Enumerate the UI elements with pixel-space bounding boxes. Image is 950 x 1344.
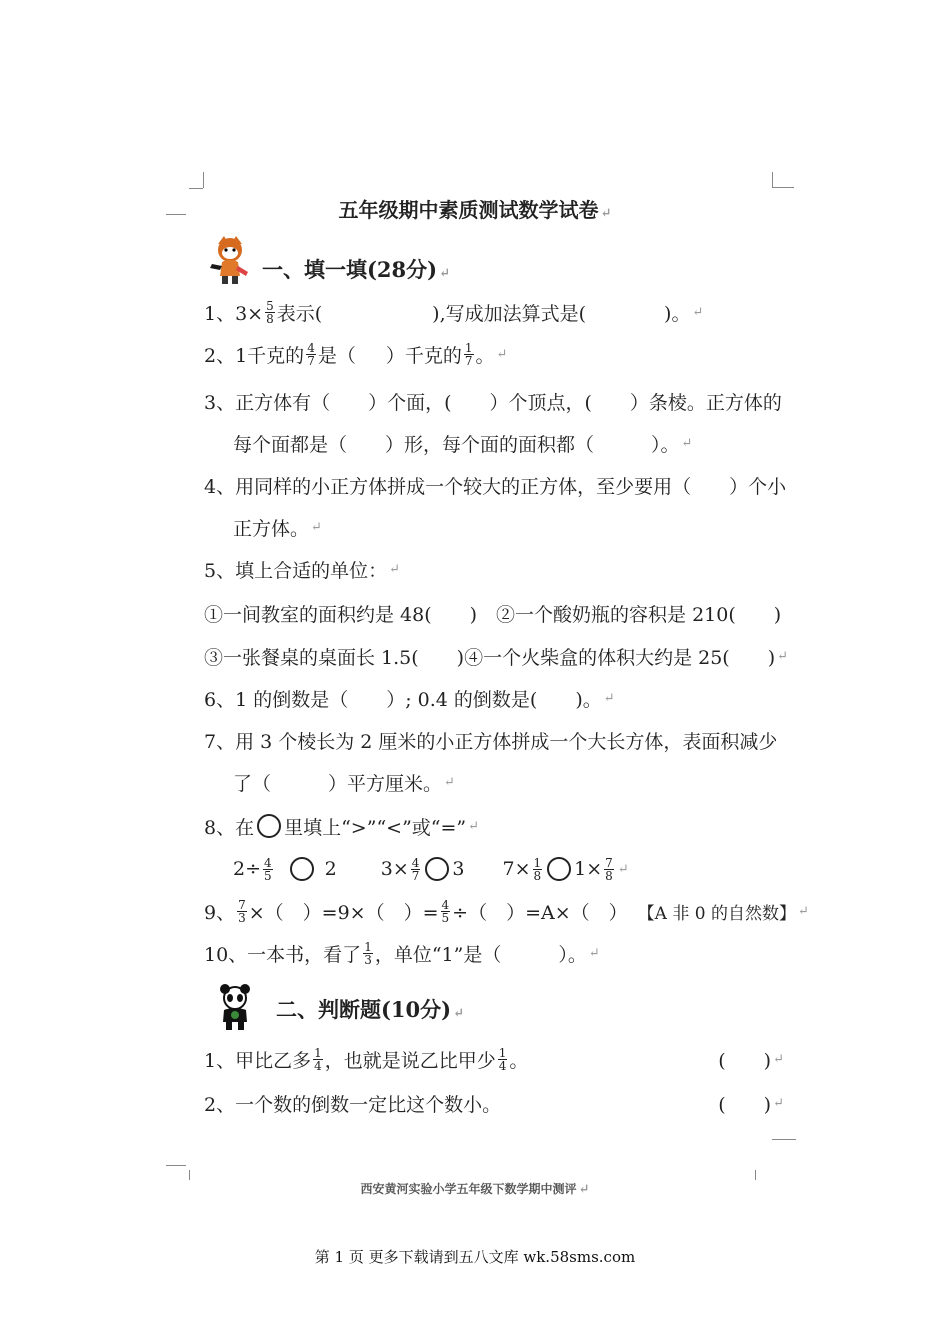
- judge-1: 1、甲比乙多 $\frac{1}{4}$ ，也就是说乙比甲少 $\frac{1}{4}$ 。 ( ) ↵: [204, 1045, 784, 1073]
- question-1: 1、3× $\frac{5}{8}$ 表示( ),写成加法算式是( )。 ↵: [204, 298, 704, 326]
- fraction: $\frac{1}{8}$: [533, 855, 542, 883]
- mascot-panda-icon: [212, 984, 258, 1034]
- corner-mark: [772, 187, 794, 188]
- question-10: 10、一本书，看了 $\frac{1}{3}$ ，单位“1”是（ ）。 ↵: [204, 939, 600, 967]
- compare-circle-icon[interactable]: [290, 857, 314, 881]
- question-2: 2、1千克的 $\frac{4}{7}$ 是（ ）千克的 $\frac{1}{7}$ 。 ↵: [204, 340, 508, 368]
- question-8-intro: 8、在 里填上“>”“<”或“=” ↵: [204, 810, 479, 842]
- question-7-line-1: 7、用 3 个棱长为 2 厘米的小正方体拼成一个大长方体，表面积减少: [204, 730, 778, 753]
- question-8-expressions: 2÷ $\frac{4}{5}$ 2 3× $\frac{4}{7}$ 3 7× $\frac{1}{8}$ 1× $\frac{7}{8}$ ↵: [233, 855, 629, 883]
- fraction: $\frac{1}{3}$: [364, 939, 372, 967]
- fraction: $\frac{5}{8}$: [266, 298, 274, 326]
- mascot-tiger-icon: [204, 234, 254, 286]
- question-4-line-2: 正方体。 ↵: [233, 517, 322, 540]
- fraction: $\frac{4}{5}$: [264, 855, 272, 883]
- corner-mark: [772, 1139, 796, 1140]
- question-3-line-2: 每个面都是（ ）形，每个面的面积都（ ）。 ↵: [233, 433, 693, 456]
- compare-circle-icon[interactable]: [547, 857, 571, 881]
- section-heading-fill: 一、填一填(28分) ↵: [262, 257, 451, 282]
- page-footer: 第 1 页 更多下载请到五八文库 wk.58sms.com: [314, 1248, 636, 1266]
- question-9: 9、 $\frac{7}{3}$ ×（ ）=9×（ ）= $\frac{4}{5}$ ÷（ ）=A×（ ） 【A 非 0 的自然数】 ↵: [204, 897, 809, 925]
- question-5-row-1: ①一间教室的面积约是 48( ) ②一个酸奶瓶的容积是 210( ): [204, 603, 782, 626]
- question-5-row-2: ③一张餐桌的桌面长 1.5( )④一个火柴盒的体积大约是 25( ) ↵: [204, 646, 789, 669]
- fraction: $\frac{1}{4}$: [314, 1045, 322, 1073]
- corner-mark: [189, 1170, 190, 1180]
- question-5-intro: 5、填上合适的单位： ↵: [204, 559, 400, 582]
- judge-2: 2、一个数的倒数一定比这个数小。 ( ) ↵: [204, 1087, 784, 1119]
- fraction: $\frac{4}{5}$: [441, 897, 450, 925]
- compare-circle-icon: [257, 814, 281, 838]
- section-heading-judge: 二、判断题(10分) ↵: [276, 997, 465, 1022]
- fraction: $\frac{1}{4}$: [498, 1045, 507, 1073]
- question-4-line-1: 4、用同样的小正方体拼成一个较大的正方体，至少要用（ ）个小: [204, 475, 787, 498]
- corner-mark: [203, 172, 204, 188]
- fraction: $\frac{7}{3}$: [238, 897, 246, 925]
- question-3-line-1: 3、正方体有（ ）个面，( ）个顶点，( ）条棱。正方体的: [204, 391, 782, 414]
- answer-paren[interactable]: ( ): [718, 1049, 772, 1072]
- corner-mark: [772, 172, 773, 188]
- fraction: $\frac{4}{7}$: [307, 340, 315, 368]
- corner-mark: [166, 1165, 186, 1166]
- fraction: $\frac{4}{7}$: [411, 855, 420, 883]
- corner-mark: [755, 1170, 756, 1180]
- fraction: $\frac{1}{7}$: [464, 340, 473, 368]
- exam-title: 五年级期中素质测试数学试卷 ↵: [338, 198, 612, 222]
- answer-paren[interactable]: ( ): [718, 1093, 772, 1116]
- school-footer: 西安黄河实验小学五年级下数学期中测评 ↵: [360, 1182, 590, 1197]
- question-6: 6、1 的倒数是（ ）; 0.4 的倒数是( )。 ↵: [204, 688, 615, 711]
- question-7-line-2: 了（ ）平方厘米。 ↵: [233, 772, 455, 795]
- compare-circle-icon[interactable]: [425, 857, 449, 881]
- fraction: $\frac{7}{8}$: [605, 855, 613, 883]
- corner-mark: [189, 188, 203, 189]
